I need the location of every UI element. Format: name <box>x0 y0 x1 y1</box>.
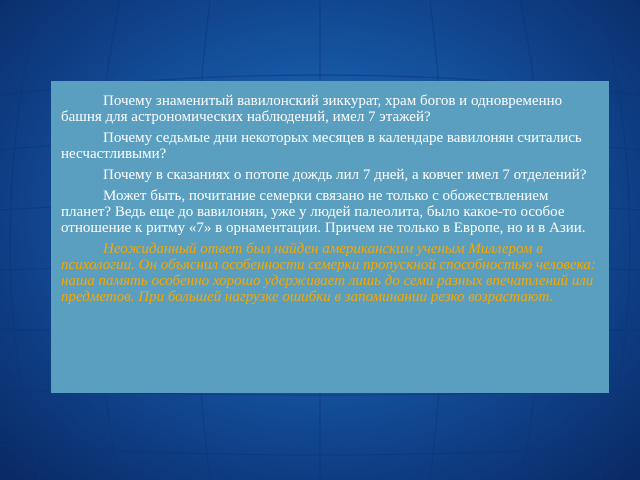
paragraph-ziggurat: Почему знаменитый вавилонский зиккурат, храм богов и одновременно башня для астрономических наблюдений, имел 7 этажей? <box>61 93 563 125</box>
paragraph-paleolithic: Может быть, почитание семерки связано не только с обожествлением планет? Ведь еще до вавилонян, уже у людей палеолита, было какое-то особое отношение к ритму «7» в орнаментации. Причем не только в Европе, но и в Азии. <box>61 188 586 236</box>
paragraph-miller-answer: Неожиданный ответ был найден американским ученым Миллером в психологии. Он объяснил особенности семерки пропускной способностью человека: наша память особенно хорошо удерживает лишь до семи разных впечатлений или предметов. При большей нагрузке ошибки в запоминании резко возрастают. <box>61 241 596 305</box>
paragraph-seventh-days: Почему седьмые дни некоторых месяцев в календаре вавилонян считались несчастливыми? <box>61 130 582 162</box>
paragraph-flood: Почему в сказаниях о потопе дождь лил 7 дней, а ковчег имел 7 отделений? <box>103 167 587 183</box>
text-panel <box>51 81 609 393</box>
